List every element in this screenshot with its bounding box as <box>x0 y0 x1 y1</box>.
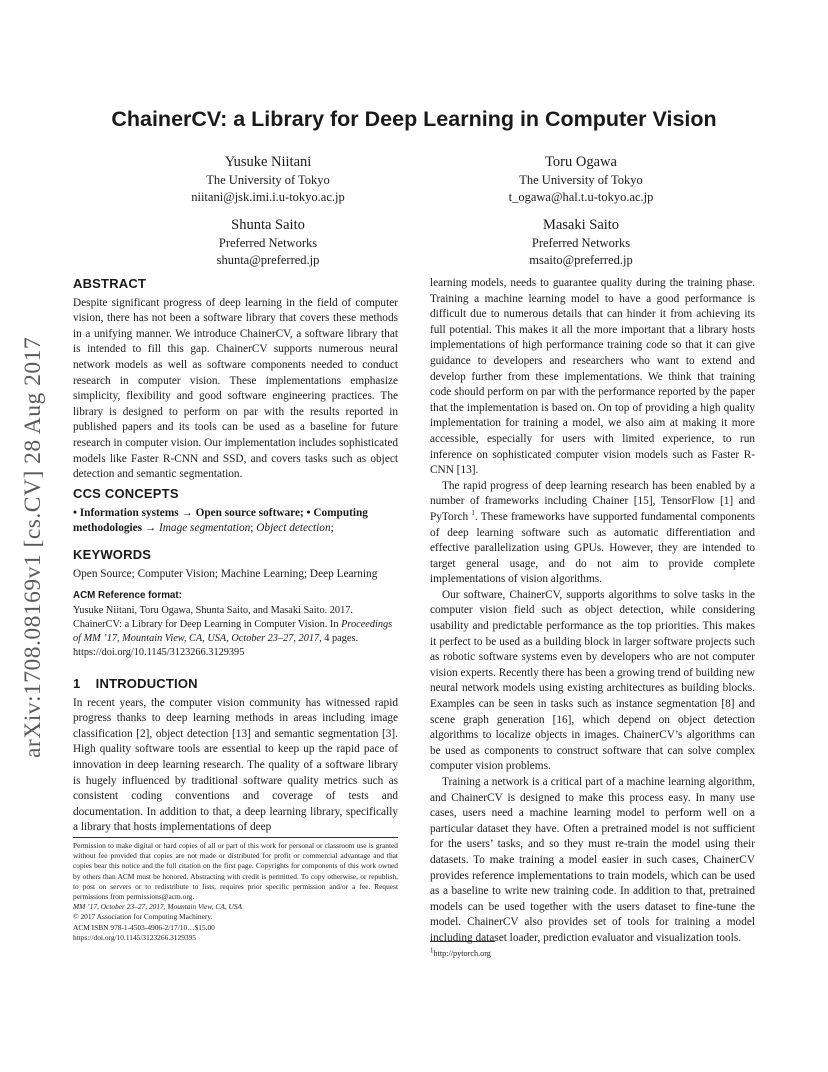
author-affiliation: Preferred Networks <box>531 236 631 250</box>
paper-title: ChainerCV: a Library for Deep Learning in Computer Vision <box>111 107 717 131</box>
ccs-arrow: → <box>144 522 157 535</box>
acm-reference-authors: Yusuke Niitani, Toru Ogawa, Shunta Saito, and Masaki Saito. 2017. ChainerCV: a Library for Deep Learning in Computer Vision. In <box>73 604 353 630</box>
ccs-section <box>73 486 398 537</box>
introduction-paragraph: In recent years, the computer vision community has witnessed rapid progress thanks to deep learning methods in areas including image classification [2], object detection [13] and semantic segmentation [3]. High quality software tools are essential to keep up the rapid pace of innovation in deep learning research. The quality of a software library is hugely influenced by traditional software quality metrics such as consistent coding conventions and coverage of tests and documentation. In addition to that, a deep learning library, specifically a library that hosts implementations of deep <box>73 696 398 834</box>
author-block-4 <box>451 215 711 269</box>
author-affiliation: The University of Tokyo <box>206 173 330 187</box>
body-paragraph: Our software, ChainerCV, supports algorithms to solve tasks in the computer vision field such as object detection, while considering usability and predictable performance as the top priorities. This makes it perfect to be used as a building block in larger software projects such as robotic software systems even by developers who are not computer vision experts. Recently there has been a growing trend of building new neural network models using existing architectures as building blocks. Examples can be seen in tasks such as instance segmentation [8] and scene graph generation [16], which depend on object detection algorithms to localize objects in images. ChainerCV’s algorithms can be used as components to construct software that can solve complex computer vision problems. <box>430 588 756 773</box>
body-paragraph: Training a network is a critical part of a machine learning algorithm, and ChainerCV is designed to make this process easy. In many use cases, users need a machine learning model to perform well on a particular dataset they have. Often a pretrained model is not sufficient for the users’ tasks, and so they must re-train the model using their datasets. To make training a model easier in such cases, ChainerCV provides reference implementations to train models, which can be used as a baseline to write new training code. In addition to that, pretrained models can be used together with the users dataset to fine-tune the model. ChainerCV also provides set of tools for training a model including dataset loader, prediction evaluator and visualization tools. <box>430 776 755 944</box>
footnote-url[interactable]: http://pytorch.org <box>433 949 491 958</box>
ccs-concept: Open source software <box>195 506 300 519</box>
ccs-text: • Information systems → Open source software; • Computing methodologies → Image segmentation; Object detection; <box>73 506 368 535</box>
author-block-3 <box>138 215 398 269</box>
acm-reference-text <box>73 604 398 661</box>
ccs-separator: ; • <box>299 506 314 519</box>
permission-isbn: ACM ISBN 978-1-4503-4906-2/17/10…$15.00 <box>73 922 215 932</box>
author-block-2 <box>451 152 711 206</box>
author-name: Shunta Saito <box>231 217 305 233</box>
author-name: Toru Ogawa <box>545 154 617 170</box>
permission-text: Permission to make digital or hard copies of all or part of this work for personal or classroom use is granted without fee provided that copies are not made or distributed for profit or commercial advantage and that copies bear this notice and the full citation on the first page. Copyrights for components of this work owned by others than ACM must be honored. Abstracting with credit is permitted. To copy otherwise, or republish, to post on servers or to redistribute to lists, requires prior specific permission and/or a fee. Request permissions from permissions@acm.org. <box>73 841 398 902</box>
author-name: Masaki Saito <box>542 217 620 233</box>
keywords-section <box>73 547 398 661</box>
body-paragraph <box>430 479 755 588</box>
body-text: . These frameworks have supported fundamental components of deep learning software such as automatic differentiation and effective parallelization using GPUs. However, they are intended to target general usage, and do not aim to provide complete implementations of vision algorithms. <box>430 510 755 586</box>
footnote-rule <box>73 837 398 838</box>
footnote <box>430 946 755 962</box>
arxiv-identifier: arXiv:1708.08169v1 [cs.CV] 28 Aug 2017 <box>20 336 46 758</box>
ccs-arrow: → <box>181 506 193 519</box>
author-affiliation: The University of Tokyo <box>519 173 643 187</box>
body-paragraph: learning models, needs to guarantee quality during the training phase. Training a machine learning model to have a good performance is difficult due to numerous details that can hinder it from achieving its full potential. This makes it all the more important that a library hosts implementations of high performance training code so that it can give guidance to developers and researchers who want to extend and develop further from these implementations. We think that training code should perform on par with the performance reported by the paper that the implementation is based on. On top of providing a high quality implementation for training a model, we also aim at making it more accessible, especially for users with limited experience, to run inference on sophisticated computer vision models such as Faster R-CNN [13]. <box>430 277 755 477</box>
permission-venue: MM ’17, October 23–27, 2017, Mountain View, CA, USA <box>73 902 243 912</box>
abstract-heading: ABSTRACT <box>73 276 147 291</box>
footnote-number: 1 <box>430 946 434 955</box>
author-email: shunta@preferred.jp <box>216 253 320 267</box>
ccs-concept: Computing methodologies <box>73 506 368 535</box>
author-email: niitani@jsk.imi.i.u-tokyo.ac.jp <box>191 190 345 204</box>
author-block-1 <box>138 152 398 206</box>
body-text: The rapid progress of deep learning research has been enabled by a number of frameworks including Chainer [15], TensorFlow [1] and PyTorch <box>430 479 755 523</box>
acm-reference-pages: 4 pages. <box>321 633 359 645</box>
author-name: Yusuke Niitani <box>224 154 312 170</box>
author-email: t_ogawa@hal.t.u-tokyo.ac.jp <box>508 190 654 204</box>
permission-copyright: © 2017 Association for Computing Machinery. <box>73 912 213 922</box>
introduction-heading: 1 INTRODUCTION <box>73 676 198 691</box>
ccs-term: Object detection <box>256 522 331 535</box>
permission-block <box>73 837 398 943</box>
ccs-term: Image segmentation <box>159 522 251 535</box>
keywords-text: Open Source; Computer Vision; Machine Learning; Deep Learning <box>73 567 378 580</box>
ccs-heading: CCS CONCEPTS <box>73 486 179 501</box>
author-affiliation: Preferred Networks <box>218 236 318 250</box>
footnote-marker[interactable]: 1 <box>471 509 475 518</box>
footnote-block <box>430 941 755 962</box>
keywords-heading: KEYWORDS <box>73 547 152 562</box>
acm-reference-venue: Proceedings of MM ’17, Mountain View, CA, USA, October 23–27, 2017, <box>73 618 393 645</box>
left-column <box>73 276 398 483</box>
abstract-text: Despite significant progress of deep learning in the field of computer vision, there has not been a software library that covers these methods in a unifying manner. We introduce ChainerCV, a software library that is intended to fill this gap. ChainerCV supports numerous neural network models as well as software components needed to conduct research in computer vision. These implementations emphasize simplicity, flexibility and good software engineering practices. The library is designed to perform on par with the results reported in published papers and its tools can be used as a baseline for future research in computer vision. Our implementation includes sophisticated models like Faster R-CNN and SSD, and covers tasks such as object detection and semantic segmentation. <box>73 296 398 481</box>
introduction-section <box>73 676 398 836</box>
ccs-concept: • Information systems <box>73 506 179 519</box>
footnote-rule <box>430 941 495 942</box>
acm-reference-doi[interactable]: https://doi.org/10.1145/3123266.3129395 <box>73 647 245 659</box>
right-column <box>430 276 755 947</box>
acm-reference-heading: ACM Reference format: <box>73 590 182 602</box>
author-email: msaito@preferred.jp <box>529 253 633 267</box>
permission-doi[interactable]: https://doi.org/10.1145/3123266.3129395 <box>73 932 196 942</box>
